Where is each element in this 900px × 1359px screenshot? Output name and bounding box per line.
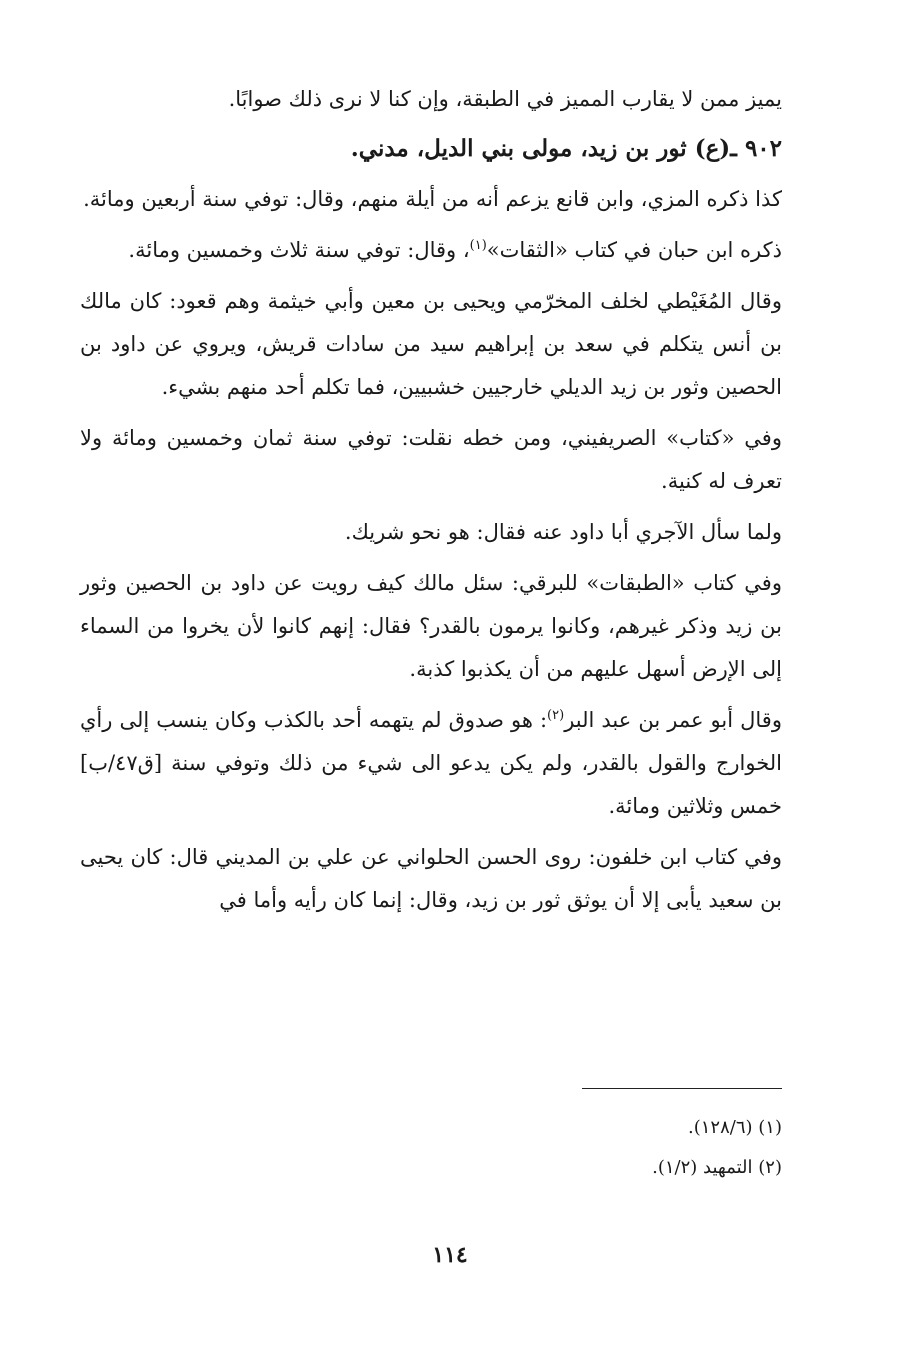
paragraph-barqi: وفي كتاب «الطبقات» للبرقي: سئل مالك كيف رويت عن داود بن الحصين وثور بن زيد وذكر غيرهم، وكانوا يرمون بالقدر؟ فقال: إنهم كانوا لأن يخروا من السماء إلى الإرض أسهل عليهم من أن يكذبوا كذبة. [80,571,782,681]
paragraph-mizzi: كذا ذكره المزي، وابن قانع يزعم أنه من أيلة منهم، وقال: توفي سنة أربعين ومائة. [83,187,782,211]
entry-heading: ٩٠٢ ـ(ع) ثور بن زيد، مولى بني الديل، مدني. [350,135,782,162]
ibn-hibban-text: ذكره ابن حبان في كتاب «الثقات» [486,238,782,262]
paragraph-mughayti: وقال المُغَيْطي لخلف المخرّمي ويحيى بن معين وأبي خيثمة وهم قعود: كان مالك بن أنس يتكلم في سعد بن إبراهيم سيد من سادات قريش، ويروي عن داود بن الحصين وثور بن زيد الديلي خارجيين خشبيين، فما تكلم أحد منهم بشيء. [80,289,782,399]
footnote-2: (٢) التمهيد (١/٢). [652,1157,782,1178]
footnote-ref-1: (١) [469,238,487,253]
continuation-paragraph: يميز ممن لا يقارب المميز في الطبقة، وإن كنا لا نرى ذلك صوابًا. [228,87,782,111]
main-text [80,78,782,930]
ibn-hibban-text-rest: ، وقال: توفي سنة ثلاث وخمسين ومائة. [128,238,470,262]
footnote-ref-2: (٢) [547,708,565,723]
paragraph-ibn-abd-al-barr [80,699,782,828]
paragraph-sarifini: وفي «كتاب» الصريفيني، ومن خطه نقلت: توفي سنة ثمان وخمسين ومائة ولا تعرف له كنية. [80,426,782,493]
footnotes [80,1108,782,1188]
page-number: ١١٤ [432,1242,468,1268]
footnote-divider [582,1088,782,1089]
paragraph-ajurri: ولما سأل الآجري أبا داود عنه فقال: هو نحو شريك. [344,520,782,544]
footnote-1: (١) (١٢٨/٦). [688,1117,782,1138]
ibn-abd-al-barr-text: وقال أبو عمر بن عبد البر [564,708,782,732]
ibn-abd-al-barr-text-rest: : هو صدوق لم يتهمه أحد بالكذب وكان ينسب إلى رأي الخوارج والقول بالقدر، ولم يكن يدعو الى شيء من ذلك وتوفي سنة [ق٤٧/ب] خمس وثلاثين ومائة. [80,708,782,818]
paragraph-ibn-hibban [80,229,782,272]
paragraph-ibn-khalfun: وفي كتاب ابن خلفون: روى الحسن الحلواني عن علي بن المديني قال: كان يحيى بن سعيد يأبى إلا أن يوثق ثور بن زيد، وقال: إنما كان رأيه وأما في [80,845,782,912]
